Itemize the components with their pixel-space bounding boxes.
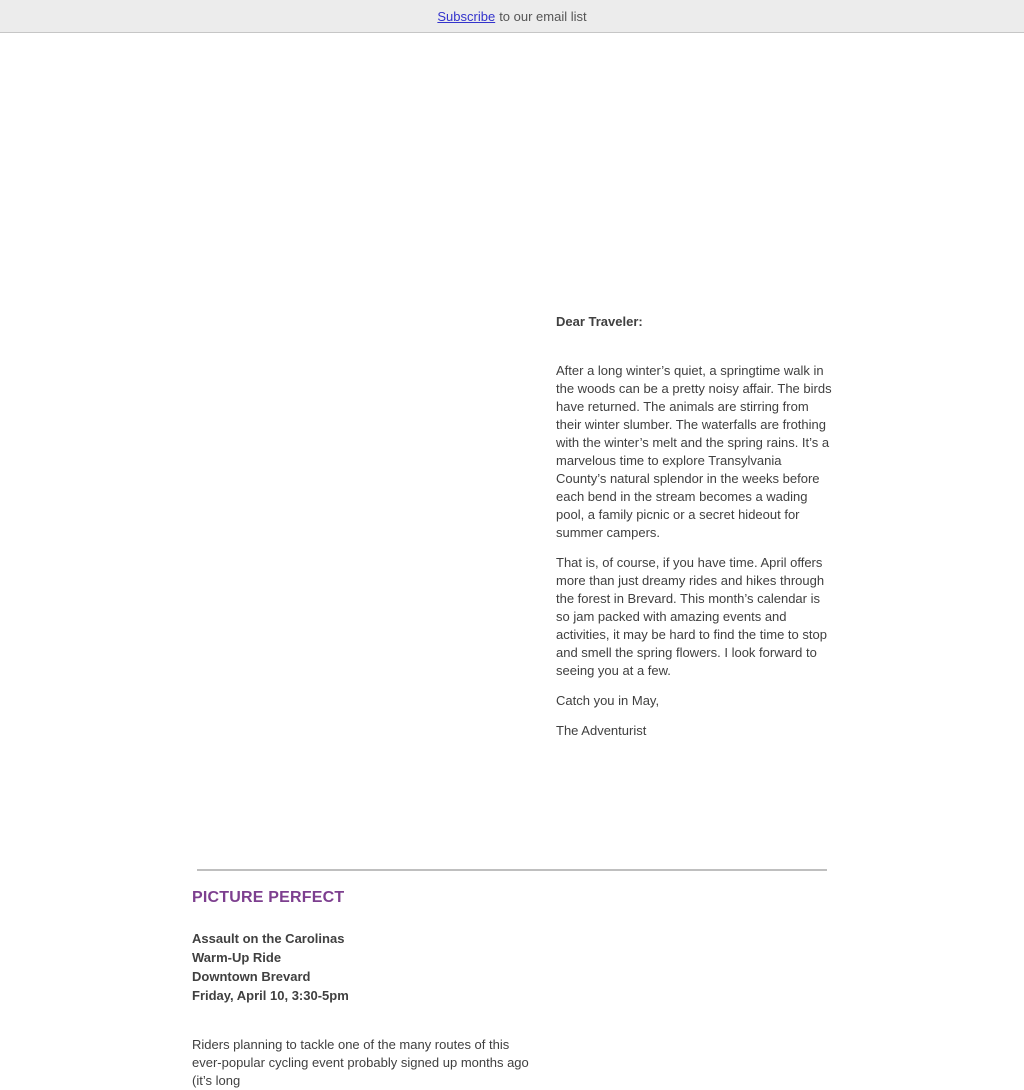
event-subtitle: Warm-Up Ride (192, 950, 282, 965)
event-datetime: Friday, April 10, 3:30-5pm (192, 988, 349, 1003)
letter-section (192, 305, 832, 752)
email-body (192, 33, 832, 1090)
letter-closing: Catch you in May, (556, 693, 660, 708)
section-title: PICTURE PERFECT (192, 889, 345, 906)
letter-paragraph: After a long winter’s quiet, a springtime walk in the woods can be a pretty noisy affair. The birds have returned. The animals are stirring from their winter slumber. The waterfalls are frothing with the winter’s melt and the spring rains. It’s a marvelous time to explore Transylvania County’s natural splendor in the weeks before each bend in the stream becomes a wading pool, a family picnic or a secret hideout for summer campers. (556, 363, 832, 540)
picture-perfect-section (192, 871, 832, 1090)
subscribe-link[interactable]: Subscribe (437, 8, 496, 24)
letter-image-placeholder (192, 305, 556, 752)
subscribe-bar (0, 0, 1024, 33)
section-body-text: Riders planning to tackle one of the many routes of this ever-popular cycling event probably signed up months ago (it’s long (192, 1037, 529, 1088)
letter-text-column (556, 305, 832, 752)
letter-signature: The Adventurist (556, 723, 647, 738)
event-name: Assault on the Carolinas (192, 931, 345, 946)
letter-salutation: Dear Traveler: (556, 314, 643, 329)
hero-image-placeholder (192, 33, 832, 305)
letter-paragraph: That is, of course, if you have time. April offers more than just dreamy rides and hikes through the forest in Brevard. This month’s calendar is so jam packed with amazing events and activities, it may be hard to find the time to stop and smell the spring flowers. I look forward to seeing you at a few. (556, 555, 827, 678)
event-location: Downtown Brevard (192, 969, 311, 984)
event-details (192, 929, 542, 1005)
subscribe-bar-text: to our email list (499, 8, 587, 24)
